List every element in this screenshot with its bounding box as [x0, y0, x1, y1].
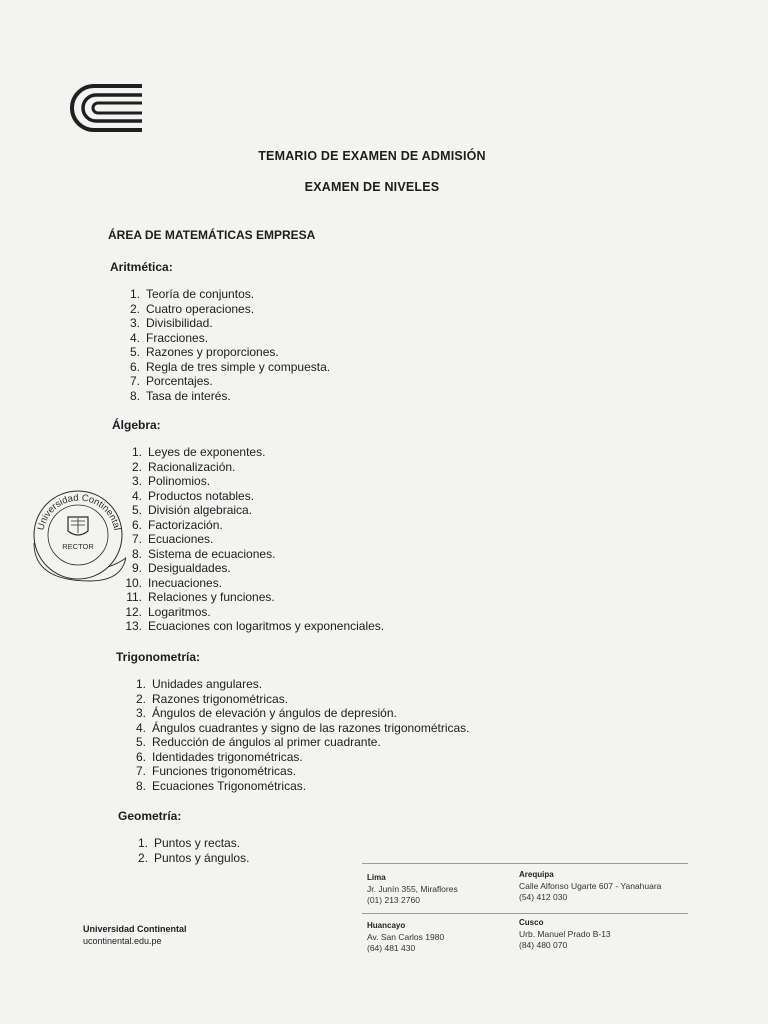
list-item: [124, 750, 470, 765]
list-item: [120, 605, 384, 620]
item-text: Ecuaciones Trigonométricas.: [152, 778, 307, 793]
list-item: [124, 706, 470, 721]
office-city: Cusco: [519, 918, 544, 927]
list-item: [118, 287, 330, 302]
item-number: 4.: [131, 488, 142, 503]
item-text: Inecuaciones.: [148, 575, 223, 590]
item-number: 2.: [137, 850, 148, 865]
office-address: Calle Alfonso Ugarte 607 - Yanahuara: [519, 880, 662, 891]
office-address: Urb. Manuel Prado B-13: [519, 928, 611, 939]
list-item: [124, 721, 470, 736]
item-text: Productos notables.: [148, 488, 255, 503]
item-number: 6.: [131, 517, 142, 532]
section-heading-trigonometria: Trigonometría:: [116, 650, 201, 664]
office-lima: [367, 872, 458, 907]
item-number: 12.: [125, 604, 142, 619]
list-item: [120, 503, 384, 518]
item-number: 4.: [129, 330, 140, 345]
item-number: 1.: [131, 445, 142, 459]
list-item: [120, 590, 384, 605]
item-text: Unidades angulares.: [152, 677, 263, 691]
office-phone: (84) 480 070: [519, 940, 568, 950]
office-phone: (54) 412 030: [519, 892, 568, 902]
section-heading-algebra: Álgebra:: [112, 418, 161, 432]
item-number: 1.: [137, 836, 148, 850]
item-number: 5.: [135, 735, 146, 749]
list-item: [124, 764, 470, 779]
item-text: Porcentajes.: [146, 374, 213, 388]
office-address: Av. San Carlos 1980: [367, 931, 445, 942]
office-phone: (64) 481 430: [367, 943, 416, 953]
list-item: [120, 518, 384, 533]
list-item: [126, 851, 249, 866]
rector-stamp: [30, 487, 126, 583]
item-text: Ecuaciones.: [148, 532, 214, 546]
item-text: Regla de tres simple y compuesta.: [146, 359, 331, 374]
item-number: 7.: [135, 764, 146, 778]
item-text: Puntos y rectas.: [154, 836, 241, 850]
item-number: 6.: [135, 749, 146, 764]
area-title: ÁREA DE MATEMÁTICAS EMPRESA: [108, 228, 316, 242]
list-item: [118, 345, 330, 360]
item-text: Ecuaciones con logaritmos y exponenciales.: [148, 619, 385, 633]
office-arequipa: [519, 869, 661, 904]
section-heading-aritmetica: Aritmética:: [110, 260, 173, 274]
item-number: 2.: [135, 691, 146, 706]
office-cusco: [519, 917, 611, 952]
list-item: [124, 692, 470, 707]
stamp-ring-text: Universidad Continental: [35, 492, 123, 532]
list-item: [124, 677, 470, 692]
item-text: Ángulos de elevación y ángulos de depresión.: [152, 706, 397, 720]
item-number: 3.: [135, 706, 146, 720]
item-text: Desigualdades.: [148, 561, 231, 575]
item-number: 6.: [129, 359, 140, 374]
university-logo: [66, 82, 144, 134]
item-text: Relaciones y funciones.: [148, 590, 275, 604]
topic-list-aritmetica: [118, 287, 330, 403]
office-huancayo: [367, 920, 444, 955]
item-number: 3.: [131, 474, 142, 488]
list-item: [118, 331, 330, 346]
document-subtitle: EXAMEN DE NIVELES: [304, 180, 440, 194]
list-item: [120, 619, 384, 634]
item-text: Racionalización.: [148, 459, 236, 474]
office-address: Jr. Junín 355, Miraflores: [367, 883, 458, 894]
list-item: [118, 374, 330, 389]
item-number: 10.: [125, 575, 142, 590]
item-text: Razones trigonométricas.: [152, 691, 289, 706]
topic-list-algebra: [120, 445, 384, 634]
item-number: 1.: [135, 677, 146, 691]
item-number: 7.: [131, 532, 142, 546]
list-item: [120, 532, 384, 547]
list-item: [120, 445, 384, 460]
item-text: Razones y proporciones.: [146, 345, 279, 359]
list-item: [118, 316, 330, 331]
footer-brand-block: [83, 923, 187, 947]
item-number: 4.: [135, 720, 146, 735]
item-text: Ángulos cuadrantes y signo de las razones trigonométricas.: [152, 720, 470, 735]
item-number: 13.: [125, 619, 142, 633]
item-number: 2.: [129, 301, 140, 316]
item-number: 8.: [129, 388, 140, 403]
office-city: Huancayo: [367, 921, 406, 930]
item-number: 2.: [131, 459, 142, 474]
list-item: [124, 779, 470, 794]
document-title: TEMARIO DE EXAMEN DE ADMISIÓN: [258, 149, 486, 163]
item-text: Reducción de ángulos al primer cuadrante.: [152, 735, 381, 749]
list-item: [118, 389, 330, 404]
item-number: 5.: [129, 345, 140, 359]
item-text: Logaritmos.: [148, 604, 211, 619]
stamp-label: RECTOR: [62, 542, 94, 551]
item-text: Cuatro operaciones.: [146, 301, 255, 316]
item-text: Tasa de interés.: [146, 388, 231, 403]
item-text: Funciones trigonométricas.: [152, 764, 297, 778]
list-item: [120, 547, 384, 562]
list-item: [126, 836, 249, 851]
list-item: [124, 735, 470, 750]
topic-list-trigonometria: [124, 677, 470, 793]
list-item: [120, 576, 384, 591]
list-item: [118, 360, 330, 375]
item-number: 1.: [129, 287, 140, 301]
item-text: Identidades trigonométricas.: [152, 749, 303, 764]
item-text: Factorización.: [148, 517, 223, 532]
item-text: Polinomios.: [148, 474, 211, 488]
item-text: Leyes de exponentes.: [148, 445, 266, 459]
item-number: 3.: [129, 316, 140, 330]
item-text: Teoría de conjuntos.: [146, 287, 255, 301]
office-city: Arequipa: [519, 870, 554, 879]
item-number: 5.: [131, 503, 142, 517]
topic-list-geometria: [126, 836, 249, 865]
list-item: [120, 474, 384, 489]
item-number: 7.: [129, 374, 140, 388]
item-number: 9.: [131, 561, 142, 575]
item-text: Puntos y ángulos.: [154, 850, 250, 865]
footer-divider: [362, 863, 688, 864]
item-text: Sistema de ecuaciones.: [148, 546, 276, 561]
office-city: Lima: [367, 873, 386, 882]
section-heading-geometria: Geometría:: [118, 809, 182, 823]
footer-website[interactable]: ucontinental.edu.pe: [83, 936, 162, 946]
item-number: 8.: [131, 546, 142, 561]
item-text: Fracciones.: [146, 330, 209, 345]
list-item: [120, 561, 384, 576]
footer-brand: Universidad Continental: [83, 924, 187, 934]
item-number: 8.: [135, 778, 146, 793]
item-text: Divisibilidad.: [146, 316, 213, 330]
list-item: [120, 489, 384, 504]
crest-icon: [68, 517, 88, 535]
office-phone: (01) 213 2760: [367, 895, 420, 905]
footer-divider: [362, 913, 688, 914]
item-number: 11.: [126, 590, 142, 604]
item-text: División algebraica.: [148, 503, 253, 517]
list-item: [118, 302, 330, 317]
list-item: [120, 460, 384, 475]
